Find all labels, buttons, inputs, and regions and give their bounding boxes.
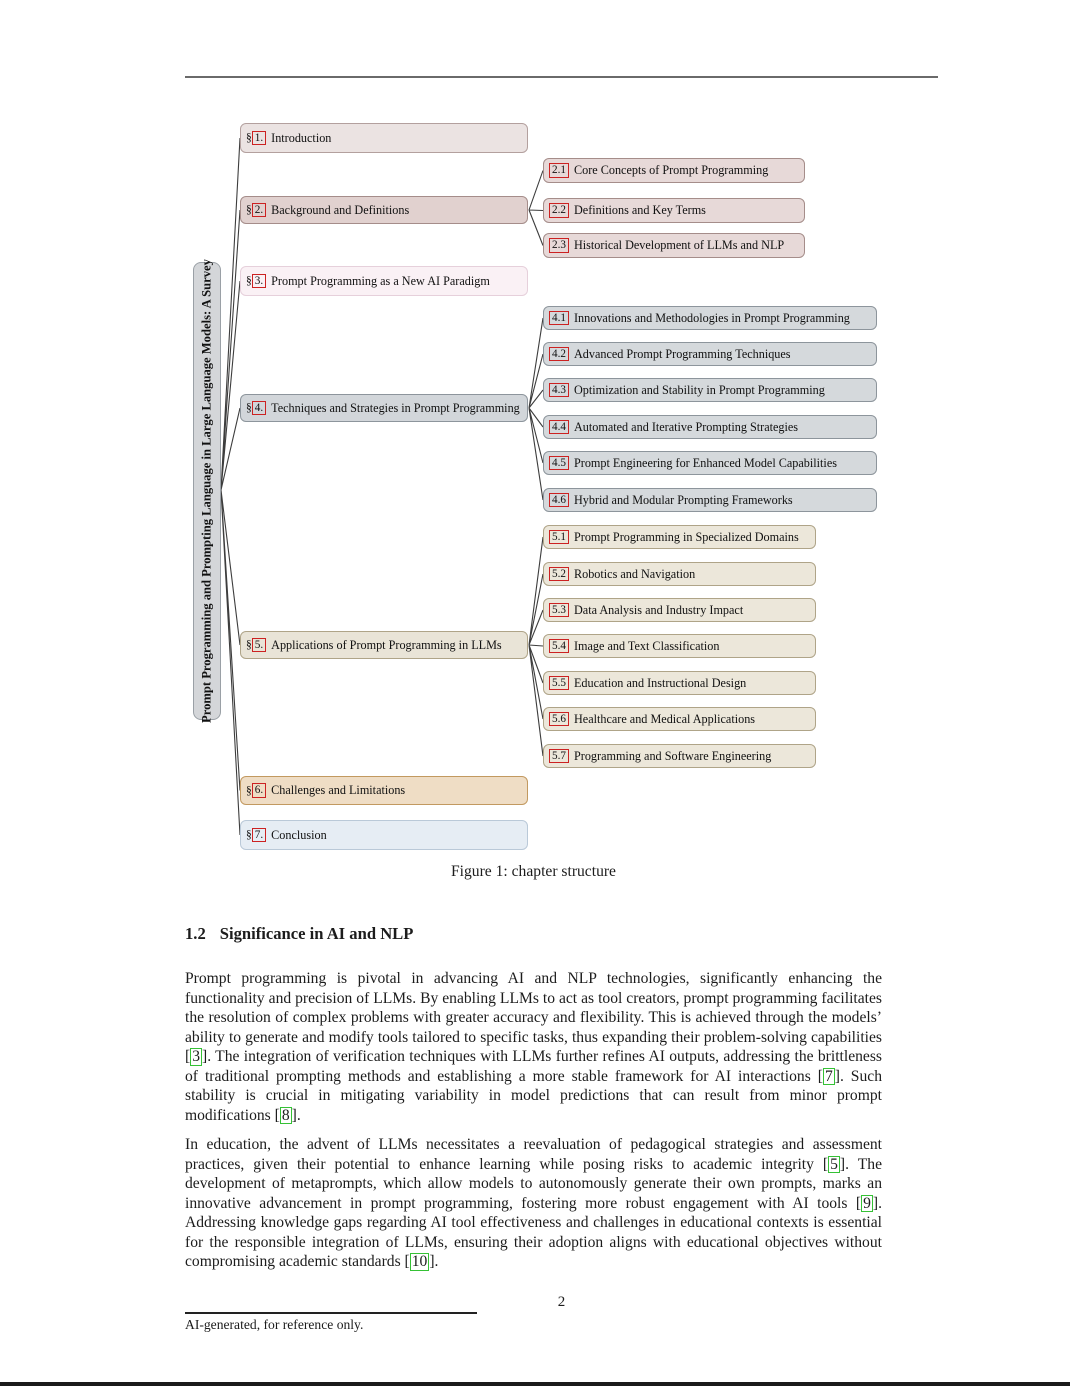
tree-node-4.2-number-link[interactable]: 4.2 [549,347,569,361]
body-paragraph-2: In education, the advent of LLMs necessitates a reevaluation of pedagogical strategies and assessment practices, given their potential to enhance learning while posing risks to academic integrity [ 5 ]. The development of metaprompts, which allow models to autonomously generate their own prompts, marks an innovative advancement in prompt programming, fostering more robust engagement with AI tools [ 9 ]. Addressing knowledge gaps regarding AI tool effectiveness and challenges in educational contexts is essential for the responsible integration of LLMs, ensuring their adoption aligns with educational objectives without compromising academic standards [ 10 ]. [185,1136,882,1270]
section-mark: § [246,132,252,144]
tree-node-2.1-title: Core Concepts of Prompt Programming [573,163,769,177]
tree-node-5.4-number-link[interactable]: 5.4 [549,639,569,653]
tree-node-5.1-number-link[interactable]: 5.1 [549,530,569,544]
tree-node-4.4-number-link[interactable]: 4.4 [549,420,569,434]
tree-node-5.1-title: Prompt Programming in Specialized Domains [573,529,799,544]
tree-node-4.3 [543,378,877,402]
tree-node-5.7 [543,744,816,768]
citation-link-9[interactable]: 9 [863,1194,871,1212]
tree-node-4.5-title: Prompt Engineering for Enhanced Model Capabilities [573,455,837,470]
tree-node-section-5-title: Applications of Prompt Programming in LLMs [271,637,502,652]
section-mark: § [246,639,252,651]
tree-node-4.5 [543,451,877,475]
tree-node-2.1 [543,158,805,183]
body-paragraphs [185,969,882,1272]
section-heading [185,924,882,944]
tree-node-4.5-number-link[interactable]: 4.5 [549,456,569,470]
section-mark: § [246,204,252,216]
tree-node-5.7-number-link[interactable]: 5.7 [549,749,569,763]
tree-node-5.3 [543,598,816,622]
tree-node-section-7-number-link[interactable]: 7. [252,828,266,842]
tree-node-5.6 [543,707,816,731]
section-heading-title: Significance in AI and NLP [219,924,414,943]
tree-node-5.2-number-link[interactable]: 5.2 [549,567,569,581]
citation-link-10[interactable]: 10 [411,1253,428,1270]
tree-node-section-2-title: Background and Definitions [271,202,410,217]
tree-node-section-2 [240,196,528,224]
tree-node-5.7-title: Programming and Software Engineering [573,748,772,763]
tree-node-4.1 [543,306,877,330]
tree-node-4.2-title: Advanced Prompt Programming Techniques [573,346,791,361]
tree-node-section-1 [240,123,528,153]
section-mark: § [246,829,252,841]
tree-node-5.5-title: Education and Instructional Design [573,675,747,690]
tree-node-4.4 [543,415,877,439]
section-heading-number: 1.2 [185,924,206,943]
tree-node-2.3 [543,233,805,258]
page-bottom-edge [0,1382,1070,1386]
footnote-text: AI-generated, for reference only. [185,1317,364,1332]
tree-node-5.6-title: Healthcare and Medical Applications [573,711,756,726]
citation-link-5[interactable]: 5 [830,1155,838,1173]
body-paragraph-1: Prompt programming is pivotal in advancing AI and NLP technologies, significantly enhancing the functionality and precision of LLMs. By enabling LLMs to act as tool creators, prompt programming facilitates the resolution of complex problems with greater accuracy and flexibility. This is achieved through the models’ ability to generate and modify tools tailored to specific tasks, thus expanding their problem-solving capabilities [ 3 ]. The integration of verification techniques with LLMs further refines AI outputs, addressing the brittleness of traditional prompting methods and establishing a more stable framework for AI interactions [ 7 ]. Such stability is crucial in mitigating variability in model predictions that can result from minor prompt modifications [ 8 ]. [185,970,882,1124]
tree-node-2.3-number-link[interactable]: 2.3 [549,238,569,252]
figure-caption: Figure 1: chapter structure [451,863,616,880]
citation-link-3[interactable]: 3 [192,1048,200,1065]
tree-node-section-4-number-link[interactable]: 4. [252,401,266,415]
tree-node-5.2-title: Robotics and Navigation [573,566,696,581]
footnote-rule [185,1312,477,1314]
tree-node-2.1-number-link[interactable]: 2.1 [549,163,569,177]
tree-node-section-5-number-link[interactable]: 5. [252,638,266,652]
tree-node-4.4-title: Automated and Iterative Prompting Strategies [573,419,799,434]
tree-node-5.5 [543,671,816,695]
tree-node-section-1-number-link[interactable]: 1. [252,131,266,145]
tree-node-5.3-number-link[interactable]: 5.3 [549,603,569,617]
tree-node-5.2 [543,562,816,586]
tree-node-5.4 [543,634,816,658]
tree-node-4.6-number-link[interactable]: 4.6 [549,493,569,507]
tree-node-4.2 [543,342,877,366]
tree-node-section-4-title: Techniques and Strategies in Prompt Programming [271,400,520,415]
tree-node-section-1-title: Introduction [271,130,332,145]
tree-node-5.4-title: Image and Text Classification [573,638,720,653]
tree-node-section-6-title: Challenges and Limitations [271,783,406,797]
tree-node-section-3 [240,266,528,296]
tree-root-node [193,259,221,723]
page-number: 2 [557,1294,566,1310]
tree-node-2.2-title: Definitions and Key Terms [573,203,706,217]
tree-node-section-3-title: Prompt Programming as a New AI Paradigm [271,273,490,288]
tree-node-section-6-number-link[interactable]: 6. [252,783,266,797]
tree-node-5.6-number-link[interactable]: 5.6 [549,712,569,726]
tree-node-4.6 [543,488,877,512]
tree-node-section-2-number-link[interactable]: 2. [252,203,266,217]
tree-root-label: Prompt Programming and Prompting Language in Large Language Models: A Survey [199,259,214,723]
tree-node-2.2-number-link[interactable]: 2.2 [549,203,569,217]
tree-node-4.1-title: Innovations and Methodologies in Prompt Programming [573,310,850,325]
section-mark: § [246,275,252,287]
tree-node-4.3-title: Optimization and Stability in Prompt Programming [573,382,825,397]
tree-node-section-5 [240,631,528,659]
tree-node-section-3-number-link[interactable]: 3. [252,274,266,288]
tree-node-5.3-title: Data Analysis and Industry Impact [573,602,744,617]
tree-node-4.1-number-link[interactable]: 4.1 [549,311,569,325]
tree-node-5.5-number-link[interactable]: 5.5 [549,676,569,690]
tree-node-2.3-title: Historical Development of LLMs and NLP [573,238,785,252]
tree-node-4.3-number-link[interactable]: 4.3 [549,383,569,397]
tree-node-section-7 [240,820,528,850]
section-mark: § [246,402,252,414]
tree-node-2.2 [543,198,805,223]
body-column [185,924,882,1282]
tree-node-5.1 [543,525,816,549]
tree-node-4.6-title: Hybrid and Modular Prompting Frameworks [573,492,793,507]
tree-node-section-6 [240,776,528,805]
tree-node-section-7-title: Conclusion [271,827,327,842]
citation-link-8[interactable]: 8 [281,1106,290,1124]
tree-node-section-4 [240,394,528,422]
citation-link-7[interactable]: 7 [824,1067,833,1085]
section-mark: § [246,784,252,797]
